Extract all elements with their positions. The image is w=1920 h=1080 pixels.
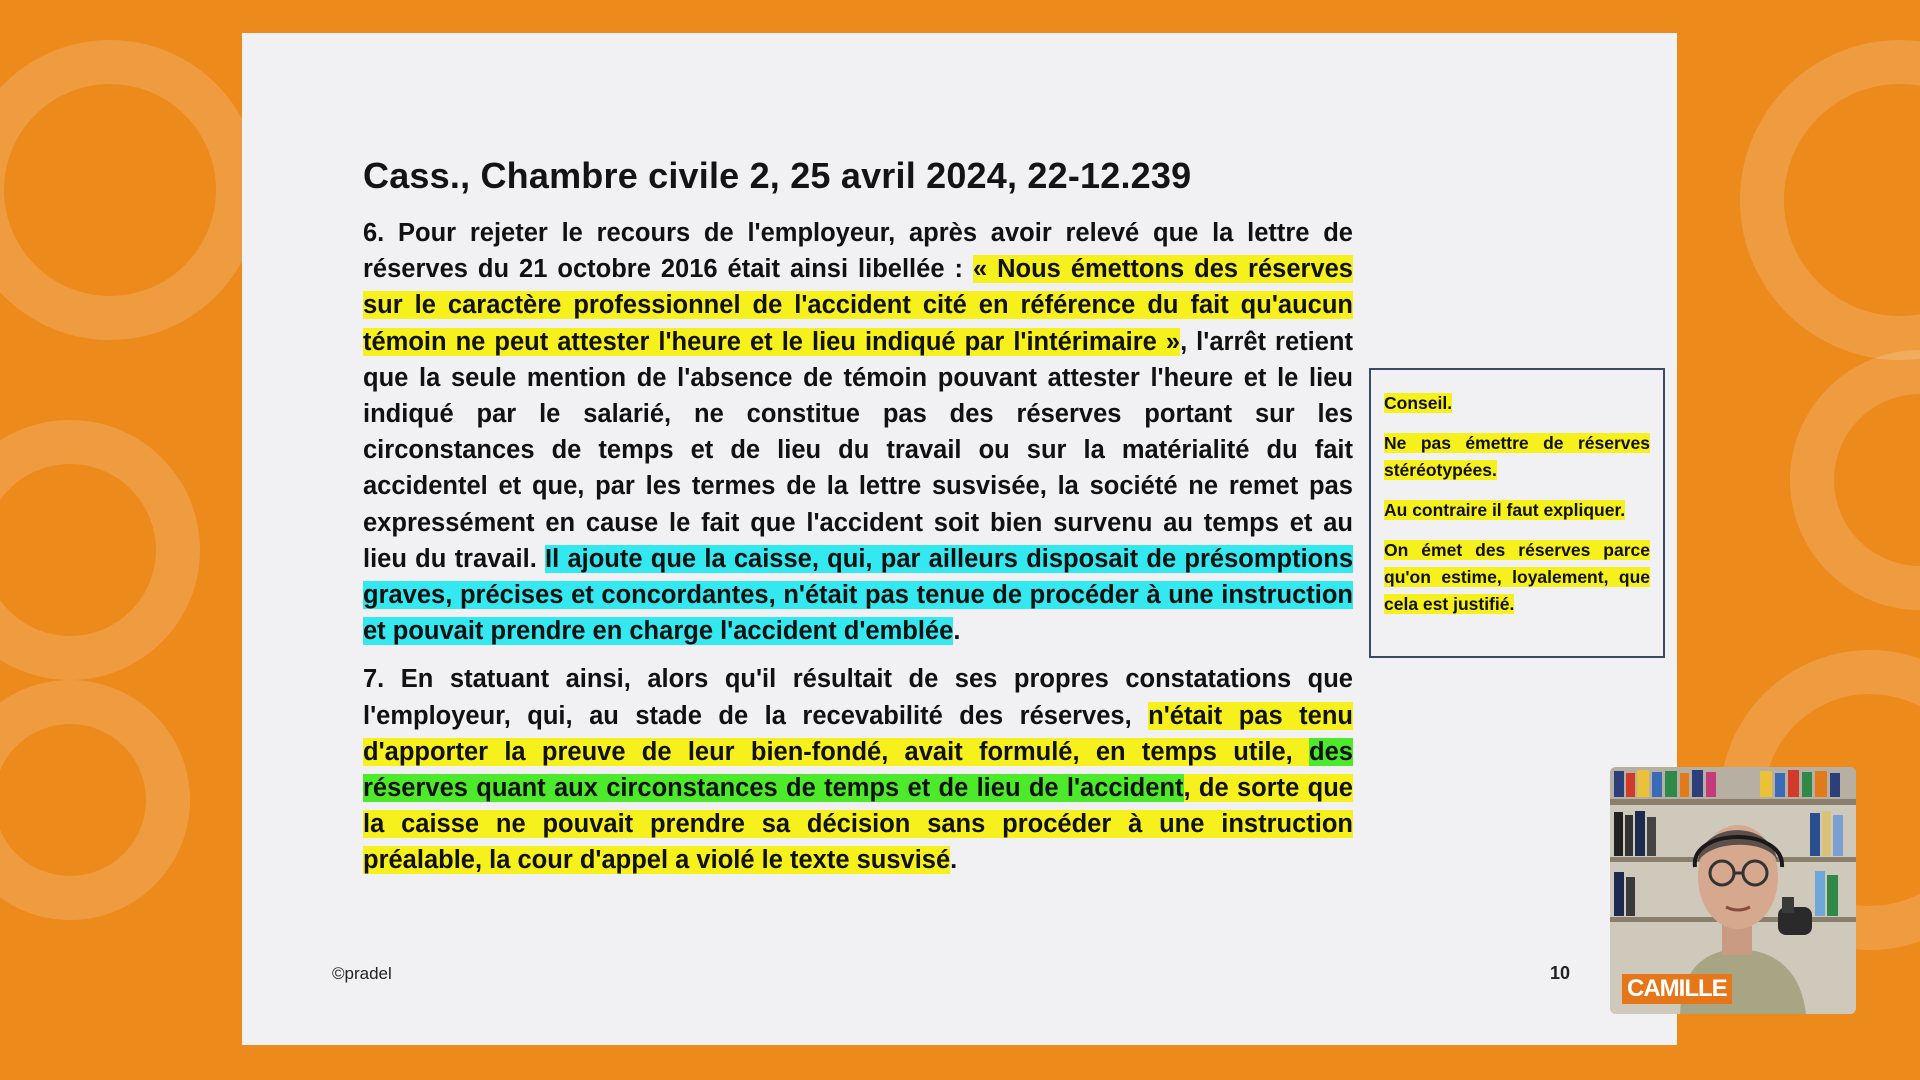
advice-box bbox=[1369, 368, 1665, 658]
slide-title: Cass., Chambre civile 2, 25 avril 2024, 22-12.239 bbox=[363, 155, 1192, 196]
page-number: 10 bbox=[1550, 963, 1571, 983]
background-arc bbox=[1790, 350, 1920, 610]
advice-heading: Conseil. bbox=[1384, 393, 1453, 413]
text-run: . bbox=[953, 617, 961, 646]
webcam-overlay bbox=[1610, 767, 1856, 1014]
highlight-green: des réserves quant aux circonstances de temps et de lieu de l'accident bbox=[363, 737, 1353, 803]
highlight-yellow: « Nous émettons des réserves sur le caractère professionnel de l'accident cité en référence du fait qu'aucun témoin ne peut attester l'heure et le lieu indiqué par l'intérimaire » bbox=[363, 255, 1353, 356]
background-arc bbox=[0, 40, 260, 340]
background-arc bbox=[0, 680, 190, 920]
decision-excerpt bbox=[363, 215, 1353, 891]
background-arc bbox=[1740, 40, 1920, 360]
paragraph-7 bbox=[363, 661, 1353, 878]
text-run: 6. Pour rejeter le recours de l'employeur, après avoir relevé que la lettre de réserves du 21 octobre 2016 était ainsi libellée : bbox=[363, 219, 1353, 284]
presentation-slide bbox=[242, 33, 1677, 1045]
text-run: 7. En statuant ainsi, alors qu'il résultait de ses propres constatations que l'employeur, qui, au stade de la recevabilité des réserves, bbox=[363, 665, 1353, 730]
advice-line: Au contraire il faut expliquer. bbox=[1384, 500, 1626, 520]
copyright-label: ©pradel bbox=[332, 964, 392, 983]
background-arc bbox=[0, 420, 200, 680]
advice-line: Ne pas émettre de réserves stéréotypées. bbox=[1384, 433, 1650, 480]
text-run: , l'arrêt retient que la seule mention de l'absence de témoin pouvant attester l'heure et le lieu indiqué par le salarié, ne constitue pas des réserves portant sur les circonstances de temps et de lieu du travail ou sur la matérialité du fait accidentel et que, par les termes de la lettre susvisée, la société ne remet pas expressément en cause le fait que l'accident soit bien survenu au temps et au lieu du travail. bbox=[363, 327, 1353, 573]
highlight-yellow: n'était pas tenu d'apporter la preuve de leur bien-fondé, avait formulé, en temps utile, bbox=[363, 701, 1353, 766]
paragraph-6 bbox=[363, 215, 1353, 649]
presenter-name-tag: CAMILLE bbox=[1622, 974, 1732, 1004]
advice-line: On émet des réserves parce qu'on estime, loyalement, que cela est justifié. bbox=[1384, 540, 1650, 614]
highlight-cyan: Il ajoute que la caisse, qui, par ailleurs disposait de présomptions graves, précises et concordantes, n'était pas tenue de procéder à une instruction et pouvait prendre en charge l'accident d'emblée bbox=[363, 544, 1353, 646]
highlight-yellow: , de sorte que la caisse ne pouvait prendre sa décision sans procéder à une instruction préalable, la cour d'appel a violé le texte susvisé bbox=[363, 774, 1353, 875]
text-run: . bbox=[950, 846, 958, 875]
